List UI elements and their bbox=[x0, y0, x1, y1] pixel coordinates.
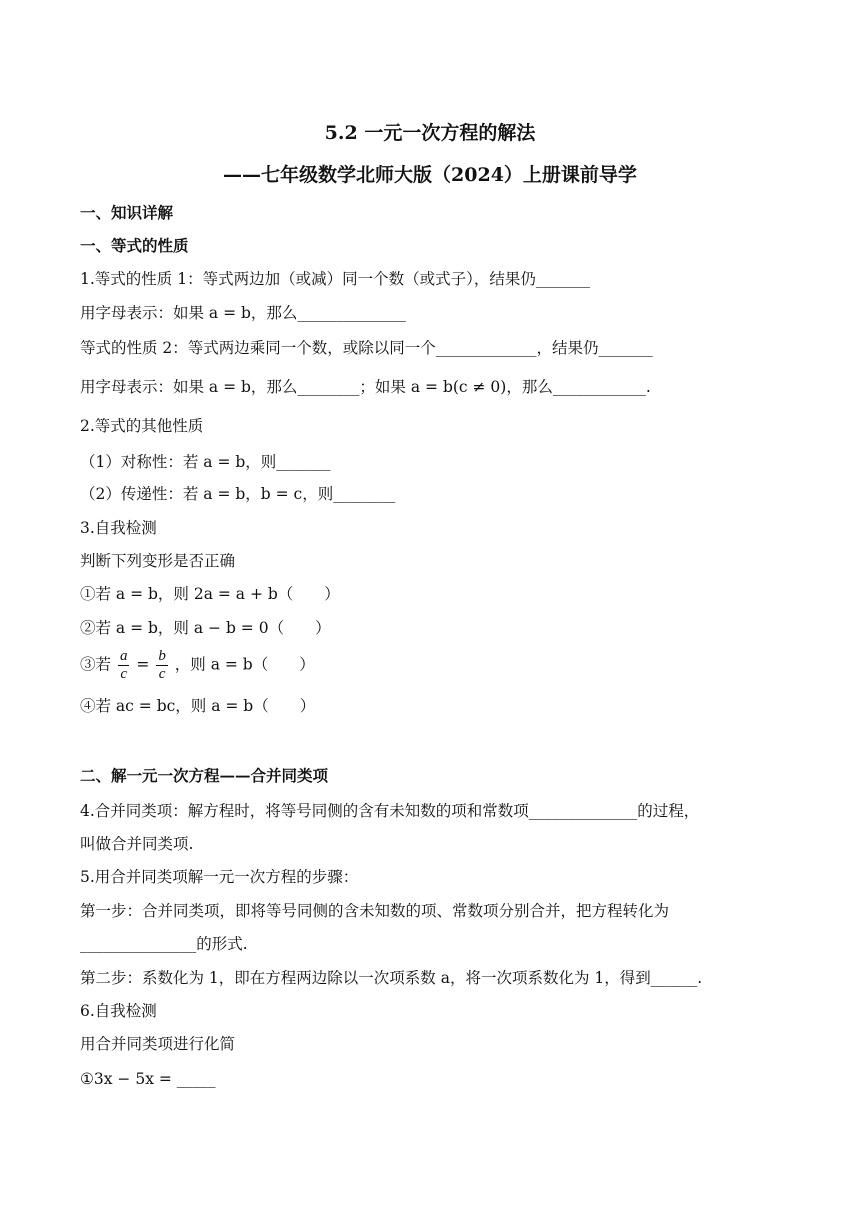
step-1-line-1: 第一步：合并同类项，即将等号同侧的含未知数的项、常数项分别合并，把方程转化为 bbox=[80, 902, 670, 920]
self-check-heading-1: 3.自我检测 bbox=[80, 519, 157, 537]
question-3-suffix: ，则 a = b（ ） bbox=[174, 655, 315, 674]
question-2: ②若 a = b，则 a − b = 0（ ） bbox=[80, 619, 331, 637]
page-subtitle: ——七年级数学北师大版（2024）上册课前导学 bbox=[223, 164, 637, 186]
combine-definition-line-1: 4.合并同类项：解方程时，将等号同侧的含有未知数的项和常数项______________的过程， bbox=[80, 802, 700, 820]
question-3-prefix: ③若 bbox=[80, 655, 112, 674]
question-3-equals: = bbox=[136, 655, 150, 674]
property-1-expression: 用字母表示：如果 a = b，那么______________ bbox=[80, 304, 406, 322]
self-check-heading-2: 6.自我检测 bbox=[80, 1002, 157, 1020]
section-heading-knowledge: 一、知识详解 bbox=[80, 203, 174, 222]
fraction-1-denominator: c bbox=[120, 666, 128, 682]
section-heading-combine-terms: 二、解一元一次方程——合并同类项 bbox=[80, 766, 329, 785]
fraction-1-numerator: a bbox=[119, 648, 128, 664]
step-1-line-2: _______________的形式. bbox=[80, 935, 248, 953]
property-2-text: 等式的性质 2：等式两边乘同一个数，或除以同一个_____________，结果仍_______ bbox=[80, 339, 653, 357]
question-4: ④若 ac = bc，则 a = b（ ） bbox=[80, 697, 316, 715]
other-properties-heading: 2.等式的其他性质 bbox=[80, 417, 204, 435]
transitivity-property: （2）传递性：若 a = b，b = c，则________ bbox=[80, 485, 396, 503]
step-2: 第二步：系数化为 1，即在方程两边除以一次项系数 a，将一次项系数化为 1，得到______. bbox=[80, 969, 703, 987]
steps-heading: 5.用合并同类项解一元一次方程的步骤： bbox=[80, 868, 359, 886]
question-3 bbox=[80, 648, 315, 683]
fraction-2-denominator: c bbox=[158, 666, 166, 682]
exercise-1: ①3x − 5x = _____ bbox=[80, 1070, 216, 1088]
fraction-b-over-c bbox=[156, 648, 168, 683]
judge-instruction: 判断下列变形是否正确 bbox=[80, 552, 236, 570]
property-1-text: 1.等式的性质 1：等式两边加（或减）同一个数（或式子），结果仍_______ bbox=[80, 270, 591, 288]
question-1: ①若 a = b，则 2a = a + b（ ） bbox=[80, 585, 340, 603]
symmetry-property: （1）对称性：若 a = b，则_______ bbox=[80, 453, 331, 471]
simplify-instruction: 用合并同类项进行化简 bbox=[80, 1035, 236, 1053]
page-title: 5.2 一元一次方程的解法 bbox=[324, 122, 536, 144]
property-2-expression: 用字母表示：如果 a = b，那么________；如果 a = b(c ≠ 0)，那么____________. bbox=[80, 378, 651, 396]
fraction-a-over-c bbox=[118, 648, 130, 683]
subsection-heading-equality: 一、等式的性质 bbox=[80, 236, 189, 255]
combine-definition-line-2: 叫做合并同类项. bbox=[80, 835, 194, 853]
fraction-2-numerator: b bbox=[158, 648, 166, 664]
